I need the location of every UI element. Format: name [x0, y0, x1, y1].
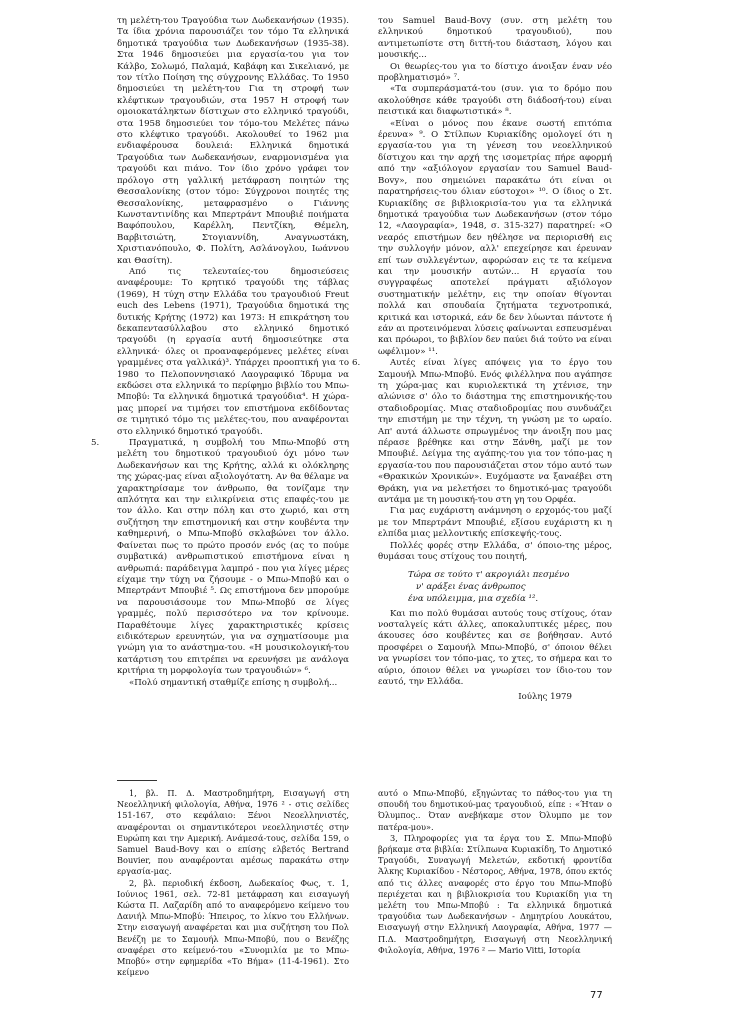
paragraph-text: Αυτές είναι λίγες απόψεις για το έργο του Σαμουήλ Μπω-Μποβύ. Ενός φιλέλληνα που αγάπησε τη χώρα-μας και κυριολεκτικά τη χτένισε, την αλώνισε σ' όλο το διάστημα της επιστημονικής-του σταδιοδρομίας. Μιας σταδιοδρομίας που συνδυάζει την επιστήμη με την τέχνη, τη γνώση με το ωραίο. Απ' αυτά άλλωστε σπρωγμένος την άνοιξη που μας πέρασε βρέθηκε και στην Ξάνθη, μαζί με τον Μπουβιέ. Δείγμα της αγάπης-του για τον τόπο-μας η εργασία-του που παρουσιάζεται στον τόμο αυτό των «Θρακικών Χρονικών». Ευχόμαστε να ξαναέβει στη Θράκη, για να μελετήσει το δημοτικό-μας τραγούδι αντάμα με τη μουσική-του στη γη του Ορφέα.: [378, 358, 612, 506]
body-paragraph: του Samuel Baud-Bovy (συν. στη μελέτη του ελληνικού δημοτικού τραγουδιού), που αντιμετωπίστε στη διττή-του διάσταση, λόγου και μουσικής...: [378, 16, 612, 61]
footnote: 3, Πληροφορίες για τα έργα του Σ. Μπω-Μποβύ βρήκαμε στα βιβλία: Στίλπωνα Κυριακίδη, Το Δημοτικό Τραγούδι, Συναγωγή Μελετών, εκδοτική φροντίδα Άλκης Κυριακίδου - Νέστορος, Αθήνα, 1978, όπου εκτός από τις άλλες αναφορές στο έργο του Μπω-Μποβύ περιέχεται και η βιβλιοκρισία του Κυριακίδη για τη μελέτη του Μπω-Μποβύ : Τα ελληνικά δημοτικά τραγούδια των Δωδεκανήσων - Δημητρίου Λουκάτου, Εισαγωγή στην Ελληνική Λαογραφία, Αθήνα, 1977 — Π.Δ. Μαστροδημήτρη, Εισαγωγή στη Νεοελληνική Φιλολογία, Αθήνα, 1976 ² — Mario Vitti, Ιστορία: [378, 832, 612, 955]
footnote: 1, βλ. Π. Δ. Μαστροδημήτρη, Εισαγωγή στη Νεοελληνική φιλολογία, Αθήνα, 1976 ² - στις σελίδες 151-167, στο κεφάλαιο: Ξένοι Νεοελληνιστές, αναφέρονται οι σημαντικότεροι νεοελληνιστές στην Ευρώπη και την Αμερική. Ανάμεσά-τους, σελίδα 159, ο Samuel Baud-Bovy και ο επίσης ελβετός Bertrand Bouvier, που αναφέρονται αμέσως παρακάτω στην εργασία-μας.: [117, 788, 349, 877]
body-paragraph: Για μας ευχάριστη ανάμνηση ο ερχομός-του μαζί με τον Μπερτράντ Μπουβιέ, εξίσου ευχάριστη κι η ελπίδα μιας μελλοντικής επίσκεψής-τους.: [378, 506, 612, 540]
date-signature: Ιούλης 1979: [518, 692, 572, 703]
footnote: 2, βλ. περιοδική έκδοση, Δωδεκαίος Φως, τ. 1, Ιούνιος 1961, σελ. 72-81 μετάφραση και εισαγωγή Κώστα Π. Λαζαρίδη από το αναφερόμενο κείμενο του Δανιήλ Μπω-Μποβύ: Ήπειρος, το λίκνο του Ελλήνων. Στην εισαγωγή αναφέρεται και μια συζήτηση του Πολ Βενέζη με το Σαμουήλ Μπω-Μποβύ, που ο Βενέζης αναφέρει στο κείμενό-του «Συνομιλία με το Μπω-Μποβύ» στην εφημερίδα «Το Βήμα» (11-4-1961). Στο κείμενο: [117, 877, 349, 978]
poem-quote: [408, 569, 612, 605]
body-paragraph: Οι θεωρίες-του για το δίστιχο άνοιξαν έναν νέο προβληματισμό» ⁷.: [378, 61, 612, 84]
paragraph-number: 5.: [91, 438, 100, 449]
paragraph-number: 6.: [352, 358, 361, 369]
body-paragraph: «Τα συμπεράσματά-του (συν. για το δρόμο που ακολούθησε κάθε τραγούδι στη διάδοσή-του) είναι πειστικά και διαφωτιστικά» ⁸.: [378, 84, 612, 118]
numbered-paragraph: [91, 438, 349, 678]
footnote: αυτό ο Μπω-Μποβύ, εξηγώντας το πάθος-του για τη σπουδή του δημοτικού-μας τραγουδιού, είπε : «Ήταν ο Όλυμπος.. Όταν ανεβήκαμε στον Όλυμπο με τον πατέρα-μου».: [378, 788, 612, 832]
verse-line: Τώρα σε τούτο τ' ακρογιάλι πεσμένο: [408, 569, 570, 580]
body-paragraph: τη μελέτη-του Τραγούδια των Δωδεκανήσων (1935). Τα ίδια χρόνια παρουσιάζει τον τόμο Τα ελληνικά δημοτικά τραγούδια των Δωδεκανήσων (1935-38). Στα 1946 δημοσιεύει μια εργασία-του για τον Κάλβο, Σολωμό, Παλαμά, Καβάφη και Σικελιανό, με τον τίτλο Ποίηση της σύγχρονης Ελλάδας. Το 1950 δημοσιεύει τη μελέτη-του Για τη στροφή των κλέφτικων τραγουδιών, στα 1957 Η στροφή των ομοιοκατάληκτων δίστιχων στο ελληνικό τραγούδι, στα 1958 δημοσιεύει τον τόμο-του Μελέτες πάνω στο κλέφτικο τραγούδι. Ακολουθεί το 1962 μια ενδιαφέρουσα δουλειά: Ελληνικά δημοτικά Τραγούδια των Δωδεκανήσων, εναρμονισμένα για τραγούδι και πιάνο. Τον ίδιο χρόνο γράφει τον πρόλογο στη γαλλική μετάφραση ποιητών της Θεσσαλονίκης (στον τόμο: Σύγχρονοι ποιητές της Θεσσαλονίκης, μεταφρασμένο ο Γιάννης Κωνσταντινίδης και Μπερτράντ Μπουβιέ ποιήματα Βαφόπουλου, Καρέλλη, Πεντζίκη, Θέμελη, Βαρβιτσιώτη, Στογιαννίδη, Αναγνωστάκη, Χριστιανόπουλο, Φ. Πολίτη, Ασλάνογλου, Ιωάννου και Θασίτη).: [117, 16, 349, 266]
verse-line: ένα υπόλειμμα, μια σχεδία ¹².: [408, 593, 539, 604]
numbered-paragraph: [352, 358, 612, 506]
body-paragraph: «Πολύ σημαντική σταθμίζε επίσης η συμβολή...: [129, 677, 338, 688]
footnotes-left: [117, 788, 349, 978]
paragraph-text: Πραγματικά, η συμβολή του Μπω-Μποβύ στη μελέτη του δημοτικού τραγουδιού όχι μόνο των Δωδεκανήσων και της Κρήτης, αλλά κι ολόκληρης της χώρας-μας είναι αξιολογότατη. Αν θα θέλαμε να χαρακτηρίσαμε τον άνθρωπο, θα τονίζαμε την απλότητα και την ειλικρίνεια στις επαφές-του με τον άλλο. Και στην πόλη και στο χωριό, και στη συζήτηση την επιστημονική και στην κουβέντα την καθημερινή, ο Μπω-Μποβύ σκλαβώνει τον άλλο. Φαίνεται πως το πρώτο προσόν ενός (ας το πούμε συμβατικά) ανθρωπιστικού επιστήμονα είναι η ανθρωπιά: παράδειγμα λαμπρό - που για λίγες μέρες είχαμε την τύχη να ζήσουμε - ο Μπω-Μποβύ και ο Μπερτράντ Μπουβιέ ⁵. Ως επιστήμονα δεν μπορούμε να παρουσιάσουμε τον Μπω-Μποβύ σε λίγες γραμμές, πολύ περισσότερο να τον κρίνουμε. Παραθέτουμε λίγες χαρακτηριστικές κρίσεις ειδικότερων ερευνητών, για να σχηματίσουμε μια γνώμη για το ανάστημα-του. «Η μουσικολογική-του κατάρτιση του επιτρέπει να ερευνήσει με ανάλογα κριτήρια τη μορφολογία των τραγουδιών» ⁶.: [117, 438, 349, 677]
verse-line: ν' αράξει ένας άνθρωπος: [416, 581, 526, 592]
body-paragraph: «Είναι ο μόνος που έκανε σωστή επιτόπια έρευνα» ⁹. Ο Στίλπων Κυριακίδης ομολογεί ότι η εργασία-του για τη γένεση του νεοελληνικού δίστιχου και την αρχή της ισομετρίας πήρε αφορμή από την «αξιόλογον εργασίαν του Samuel Baud-Bovy», που σημειώνει παρακάτω ότι είναι οι παρατηρήσεις-του όλιαν εύστοχοι» ¹⁰. Ο ίδιος ο Στ. Κυριακίδης σε βιβλιοκρισία-του για τα ελληνικά δημοτικά τραγούδια των Δωδεκανήσων (στον τόμο 12, «Λαογραφία», 1948, σ. 315-327) παρατηρεί: «Ο νεαρός επιστήμων δεν ηθέλησε να περιορισθή εις την συλλογήν μόνον, αλλ' επεχείρησε και έρευναν επί των συλλεγέντων, αφορώσαν εις τε τα κείμενα και την μουσικήν αυτών... Η εργασία του συγγραφέως αποτελεί πράγματι αξιόλογον συστηματικήν μελέτην, εις την οποίαν θίγονται πολλά και σπουδαία ζητήματα τεχνοτροπικά, κριτικά και ιστορικά, εάν δε δεν λύωνται πάντοτε ή εάν αι προτεινόμεναι λύσεις φαίνωνται εσπευσμέναι και πρόωροι, το βιβλίον δεν παύει διά τούτο να είναι ωφέλιμον» ¹¹.: [378, 118, 612, 357]
page-number: 77: [590, 990, 603, 1001]
right-column: [352, 16, 612, 704]
footnotes-right: [378, 788, 612, 956]
footnote-divider: [117, 780, 157, 781]
left-column: [91, 16, 349, 689]
body-paragraph: Και πιο πολύ θυμάσαι αυτούς τους στίχους, όταν νοσταλγείς κάτι άλλες, αποκαλυπτικές μέρες, που άκουσες όσο κουβέντες και σε βοήθησαν. Αυτό προσφέρει ο Σαμουήλ Μπω-Μποβύ, σ' όποιον θέλει να γνωρίσει τον τόπο-μας, το χτες, το σήμερα και το αύριο, όποιον θέλει να γνωρίσει τον ίδιο-του τον εαυτό, την Ελλάδα.: [378, 608, 612, 687]
body-paragraph: Πολλές φορές στην Ελλάδα, σ' όποιο-της μέρος, θυμάσαι τους στίχους του ποιητή,: [378, 540, 612, 563]
body-paragraph: Από τις τελευταίες-του δημοσιεύσεις αναφέρουμε: Το κρητικό τραγούδι της τάβλας (1969), Η τύχη στην Ελλάδα του τραγουδιού Freut euch des Lebens (1971), Τραγούδια δημοτικά της δυτικής Κρήτης (1972) και 1973: Η επικράτηση του δεκαπεντασύλλαβου στο ελληνικό δημοτικό τραγούδι (η εργασία αυτή δημοσιεύτηκε στα ελληνικά· όλες οι προαναφερόμενες μελέτες είναι γραμμένες στα γαλλικά)³. Υπάρχει προοπτική για το 1980 το Πελοποννησιακό Λαογραφικό Ίδρυμα να εκδώσει στα ελληνικά το περίφημο βιβλίο του Μπω-Μποβύ: Τα ελληνικά δημοτικά τραγούδια⁴. Η χώρα-μας μπορεί να τιμήσει τον επιστήμονα εκδίδοντας σε τιμητικό τόμο τις μελέτες-του, που αναφέρονται στο ελληνικό δημοτικό τραγούδι.: [117, 266, 349, 437]
